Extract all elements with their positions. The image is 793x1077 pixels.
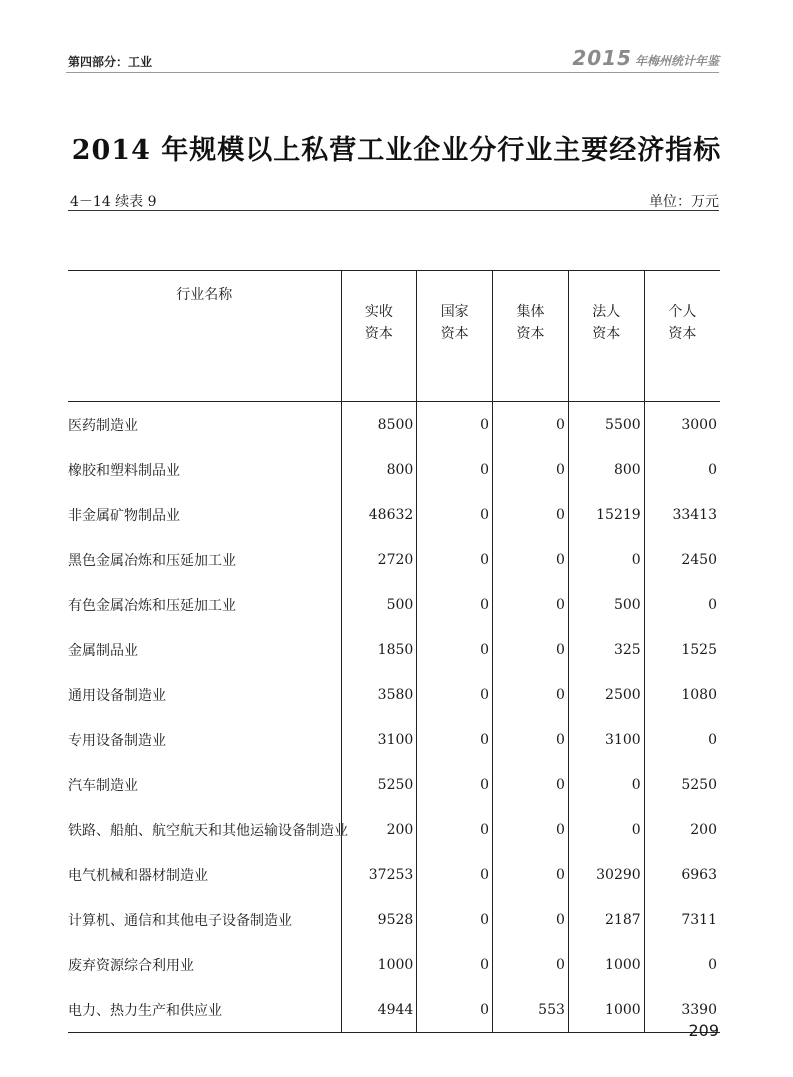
subtitle-rule [68, 210, 719, 211]
value-cell: 553 [493, 987, 569, 1033]
industry-name-cell: 专用设备制造业 [68, 732, 166, 749]
value-cell: 0 [644, 447, 720, 492]
value-cell: 2720 [341, 537, 417, 582]
value-cell: 0 [493, 447, 569, 492]
value-cell: 8500 [341, 402, 417, 448]
value-cell: 33413 [644, 492, 720, 537]
value-cell: 800 [341, 447, 417, 492]
industry-name-cell: 橡胶和塑料制品业 [68, 462, 180, 479]
yearbook-banner [572, 46, 719, 70]
value-cell: 3100 [568, 717, 644, 762]
value-cell: 0 [568, 762, 644, 807]
value-cell: 0 [493, 852, 569, 897]
value-cell: 3390 [644, 987, 720, 1033]
value-cell: 3580 [341, 672, 417, 717]
table-row [68, 492, 720, 537]
table-row [68, 807, 720, 852]
value-cell: 3100 [341, 717, 417, 762]
value-cell: 800 [568, 447, 644, 492]
value-cell: 0 [493, 807, 569, 852]
value-cell: 5250 [341, 762, 417, 807]
value-cell: 325 [568, 627, 644, 672]
table-row [68, 717, 720, 762]
column-header-paid-in-capital [341, 271, 417, 402]
yearbook-year: 2015 [572, 46, 632, 70]
column-header-industry: 行业名称 [68, 271, 341, 402]
value-cell: 0 [493, 582, 569, 627]
industry-name-cell: 铁路、船舶、航空航天和其他运输设备制造业 [68, 822, 348, 839]
value-cell: 0 [493, 627, 569, 672]
value-cell: 0 [493, 402, 569, 448]
value-cell: 200 [341, 807, 417, 852]
column-header-corporate-capital [568, 271, 644, 402]
value-cell: 0 [417, 402, 493, 448]
value-cell: 6963 [644, 852, 720, 897]
industry-name-cell: 计算机、通信和其他电子设备制造业 [68, 912, 292, 929]
yearbook-name: 年梅州统计年鉴 [634, 54, 719, 68]
industry-name-cell: 废弃资源综合利用业 [68, 957, 194, 974]
value-cell: 15219 [568, 492, 644, 537]
header-rule [66, 72, 719, 73]
value-cell: 1080 [644, 672, 720, 717]
value-cell: 2187 [568, 897, 644, 942]
column-header-line1: 法人 [592, 304, 621, 320]
value-cell: 0 [417, 492, 493, 537]
column-header-line2: 资本 [668, 326, 697, 342]
value-cell: 1525 [644, 627, 720, 672]
table-row [68, 762, 720, 807]
value-cell: 3000 [644, 402, 720, 448]
unit-label: 单位：万元 [649, 194, 719, 210]
value-cell: 0 [417, 762, 493, 807]
industry-name-cell: 通用设备制造业 [68, 687, 166, 704]
value-cell: 48632 [341, 492, 417, 537]
column-header-state-capital [417, 271, 493, 402]
table-row [68, 582, 720, 627]
page-number: 209 [688, 1021, 719, 1040]
value-cell: 0 [644, 942, 720, 987]
industry-name-cell: 有色金属冶炼和压延加工业 [68, 597, 236, 614]
value-cell: 0 [493, 942, 569, 987]
value-cell: 2450 [644, 537, 720, 582]
value-cell: 0 [493, 537, 569, 582]
value-cell: 30290 [568, 852, 644, 897]
value-cell: 0 [417, 807, 493, 852]
column-header-line1: 集体 [516, 304, 545, 320]
page-title: 2014 年规模以上私营工业企业分行业主要经济指标 [71, 135, 722, 166]
column-header-line1: 国家 [440, 304, 469, 320]
value-cell: 0 [417, 672, 493, 717]
value-cell: 0 [493, 897, 569, 942]
value-cell: 0 [417, 582, 493, 627]
data-table [68, 270, 720, 1033]
value-cell: 0 [568, 537, 644, 582]
value-cell: 200 [644, 807, 720, 852]
value-cell: 2500 [568, 672, 644, 717]
industry-name-cell: 电力、热力生产和供应业 [68, 987, 341, 1033]
column-header-collective-capital [493, 271, 569, 402]
table-id: 4－14 续表 9 [70, 194, 157, 210]
column-header-line2: 资本 [592, 326, 621, 342]
table-row [68, 852, 720, 897]
table-row [68, 672, 720, 717]
column-header-line2: 资本 [516, 326, 545, 342]
value-cell: 0 [493, 717, 569, 762]
column-header-individual-capital [644, 271, 720, 402]
table-row [68, 942, 720, 987]
value-cell: 0 [644, 582, 720, 627]
value-cell: 0 [417, 852, 493, 897]
value-cell: 500 [341, 582, 417, 627]
value-cell: 5500 [568, 402, 644, 448]
value-cell: 0 [417, 942, 493, 987]
value-cell: 5250 [644, 762, 720, 807]
value-cell: 0 [417, 987, 493, 1033]
table-row [68, 897, 720, 942]
column-header-line1: 实收 [364, 304, 393, 320]
industry-name-cell: 金属制品业 [68, 642, 138, 659]
table-row [68, 537, 720, 582]
industry-name-cell: 非金属矿物制品业 [68, 507, 180, 524]
value-cell: 0 [493, 762, 569, 807]
table-header-row [68, 271, 720, 402]
column-header-line1: 个人 [668, 304, 697, 320]
industry-name-cell: 电气机械和器材制造业 [68, 867, 208, 884]
value-cell: 37253 [341, 852, 417, 897]
value-cell: 9528 [341, 897, 417, 942]
value-cell: 0 [568, 807, 644, 852]
value-cell: 7311 [644, 897, 720, 942]
value-cell: 1850 [341, 627, 417, 672]
value-cell: 0 [417, 447, 493, 492]
column-header-line2: 资本 [440, 326, 469, 342]
section-label: 第四部分：工业 [68, 55, 153, 69]
table-row [68, 402, 720, 448]
value-cell: 0 [417, 627, 493, 672]
table-row [68, 627, 720, 672]
industry-name-cell: 黑色金属冶炼和压延加工业 [68, 552, 236, 569]
value-cell: 0 [644, 717, 720, 762]
value-cell: 1000 [568, 942, 644, 987]
value-cell: 0 [417, 897, 493, 942]
value-cell: 0 [417, 537, 493, 582]
value-cell: 0 [493, 672, 569, 717]
value-cell: 1000 [568, 987, 644, 1033]
industry-name-cell: 汽车制造业 [68, 777, 138, 794]
table-row [68, 447, 720, 492]
industry-name-cell: 医药制造业 [68, 417, 138, 434]
value-cell: 1000 [341, 942, 417, 987]
value-cell: 500 [568, 582, 644, 627]
table-row [68, 987, 720, 1033]
value-cell: 4944 [341, 987, 417, 1033]
column-header-line2: 资本 [364, 326, 393, 342]
value-cell: 0 [417, 717, 493, 762]
value-cell: 0 [493, 492, 569, 537]
